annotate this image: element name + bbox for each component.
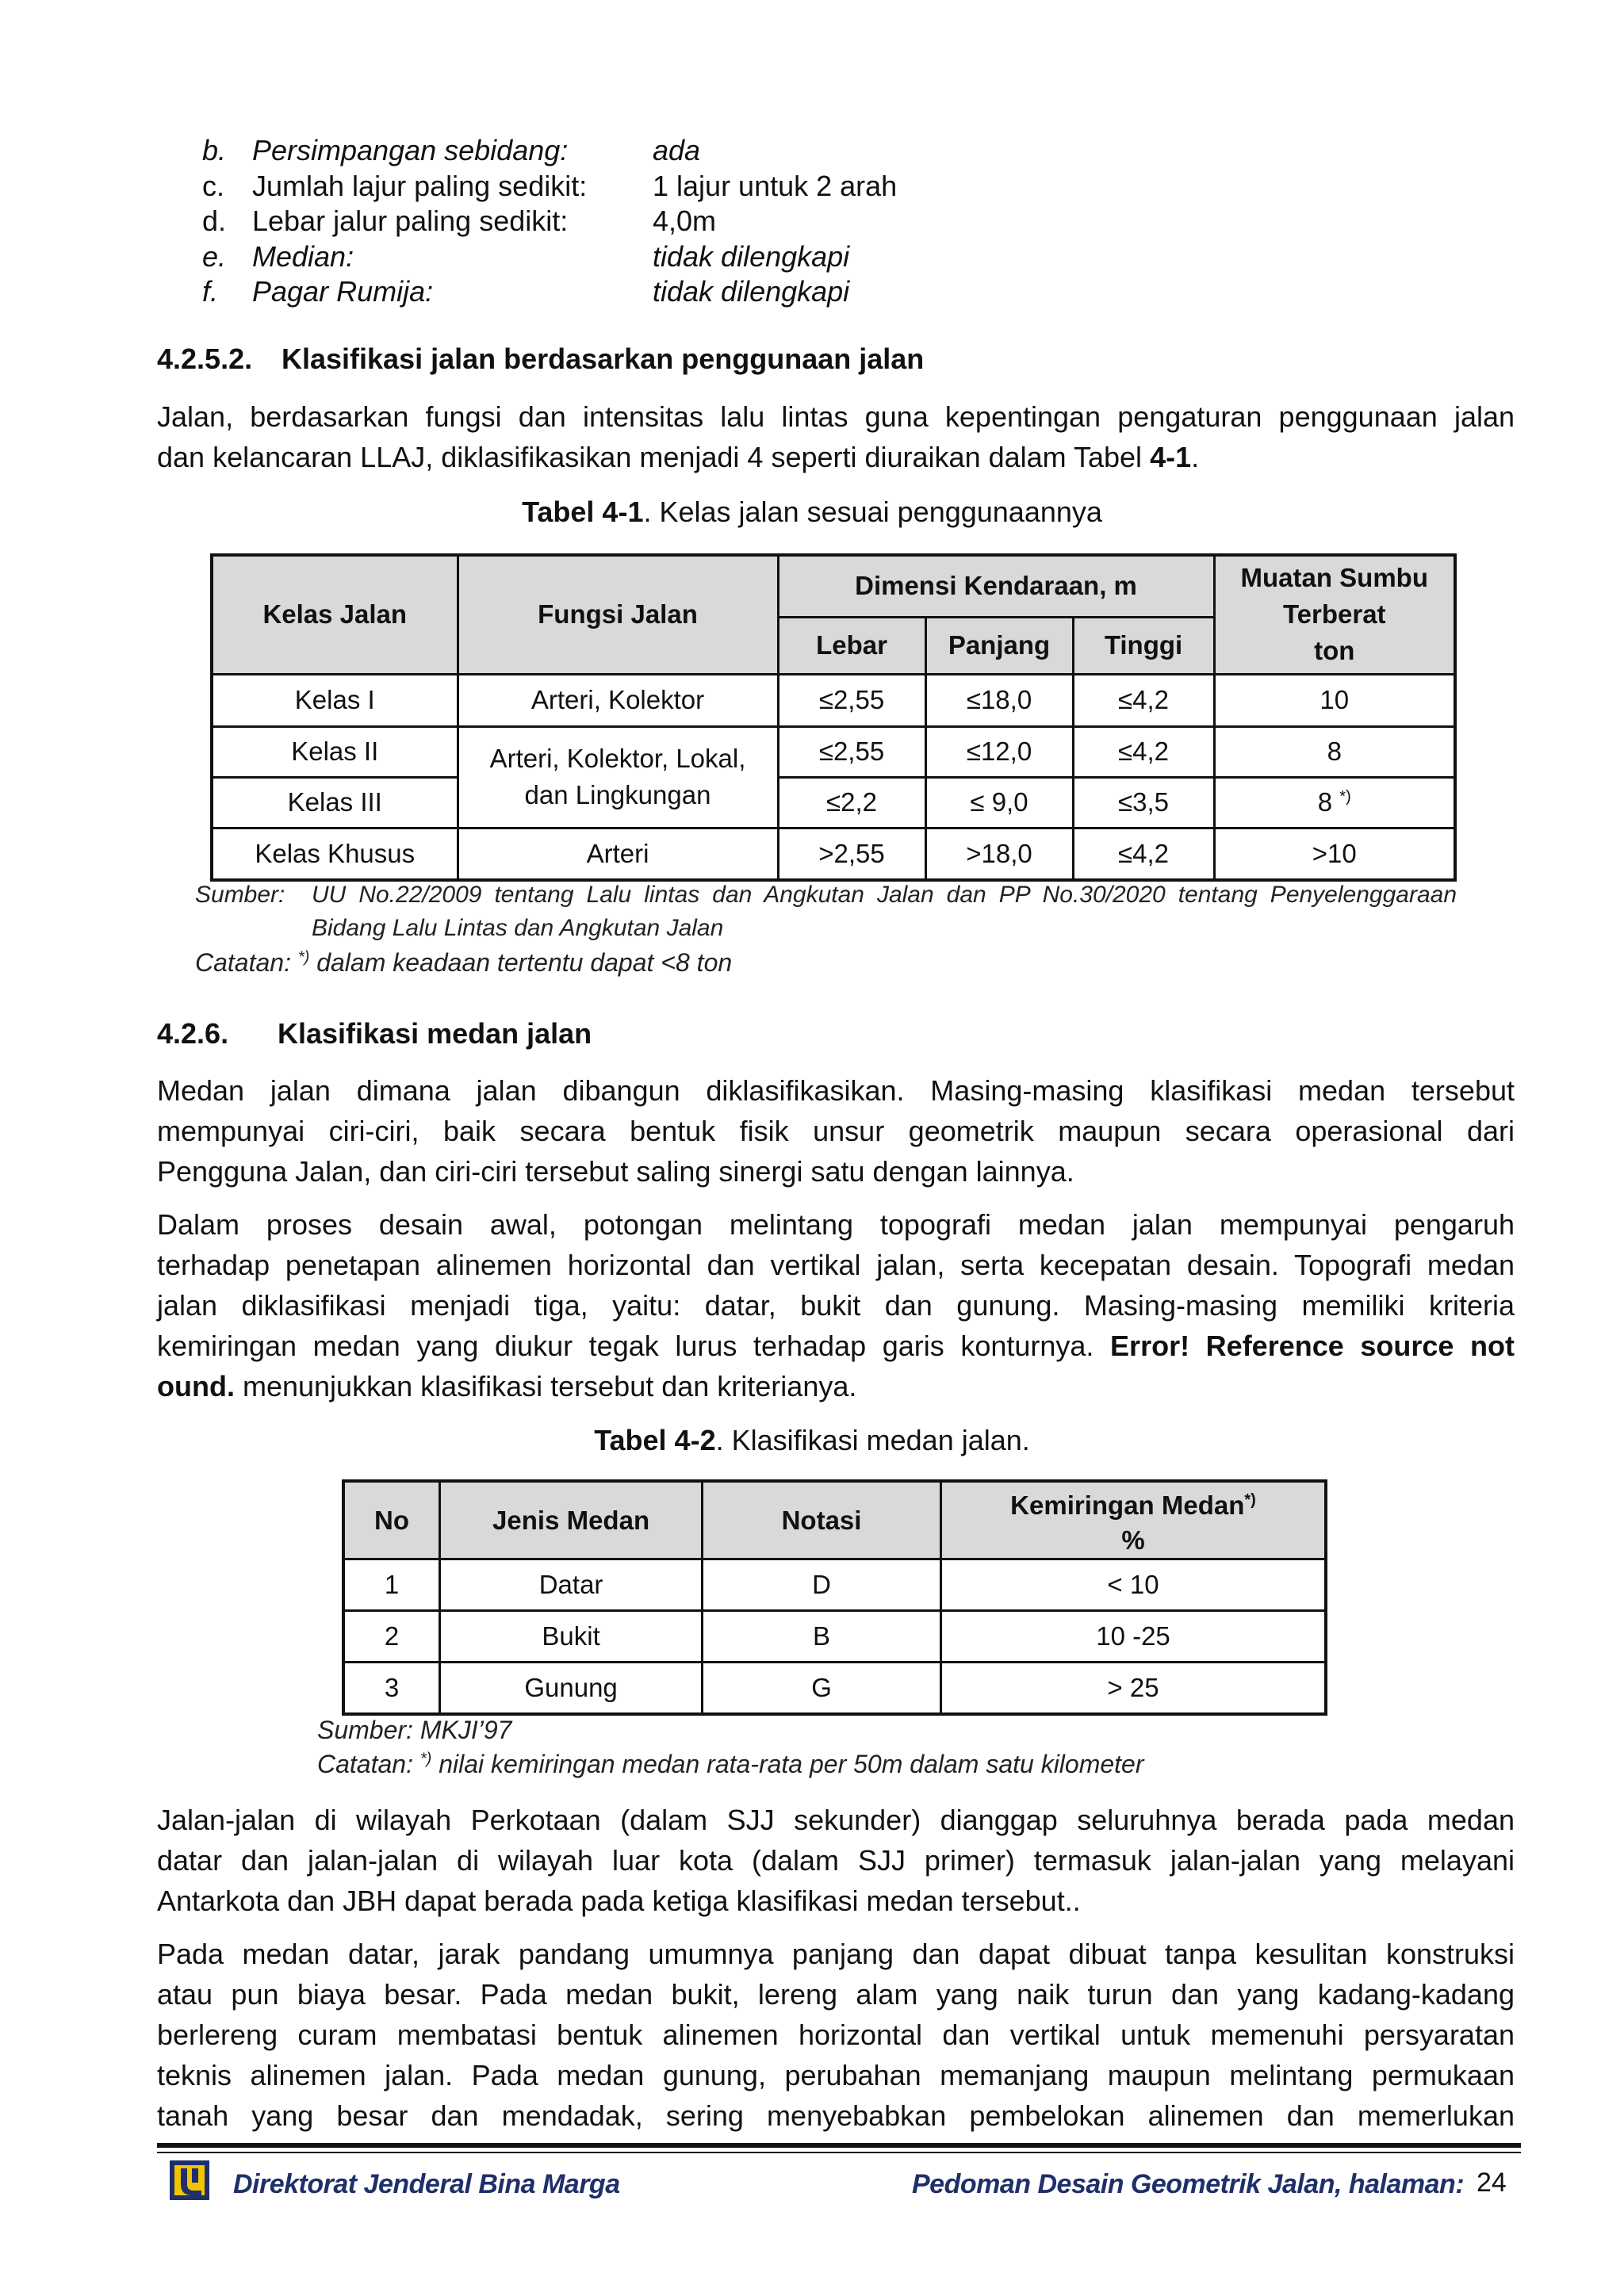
table-row: 3 Gunung G > 25 — [343, 1663, 1326, 1714]
table2-caption: Tabel 4-2. Klasifikasi medan jalan. — [594, 1424, 1030, 1456]
header-dimensi: Dimensi Kendaraan, m — [778, 555, 1214, 617]
header-fungsi: Fungsi Jalan — [458, 555, 778, 674]
header-lebar: Lebar — [778, 617, 925, 674]
paragraph-medan-4: Pada medan datar, jarak pandang umumnya panjang dan dapat dibuat tanpa kesulitan konstruksi atau pun biaya besar. Pada medan bukit, lereng alam yang naik turun dan yang kadang-kadang berlereng curam membatasi bentuk alinemen horizontal dan vertikal untuk memenuhi persyaratan teknis alinemen jalan. Pada medan gunung, perubahan memanjang maupun melintang permukaan tanah yang besar dan mendadak, sering menyebabkan pembelokan alinemen dan memerlukan — [157, 1938, 1515, 2132]
list-item: f. Pagar Rumija: tidak dilengkapi — [202, 275, 850, 308]
table-row: 1 Datar D < 10 — [343, 1559, 1326, 1611]
merged-fungsi-cell: Arteri, Kolektor, Lokal, dan Lingkungan — [458, 726, 778, 828]
table-medan-jalan — [342, 1479, 1327, 1716]
table-row: Kelas III ≤2,2 ≤ 9,0 ≤3,5 8 *) — [212, 777, 1455, 828]
table1-source-line2: Bidang Lalu Lintas dan Angkutan Jalan — [312, 915, 724, 941]
list-item: b. Persimpangan sebidang: ada — [202, 134, 701, 166]
header-kelas: Kelas Jalan — [212, 555, 458, 674]
table-row: Kelas II Arteri, Kolektor, Lokal, dan Lingkungan ≤2,55 ≤12,0 ≤4,2 8 — [212, 726, 1455, 777]
table-row: Kelas I Arteri, Kolektor ≤2,55 ≤18,0 ≤4,2 10 — [212, 674, 1455, 726]
paragraph-medan-1: Medan jalan dimana jalan dibangun diklasifikasikan. Masing-masing klasifikasi medan tersebut mempunyai ciri-ciri, baik secara bentuk fisik unsur geometrik maupun secara operasional dari Pengguna Jalan, dan ciri-ciri tersebut saling sinergi satu dengan lainnya. — [157, 1074, 1515, 1188]
footer-organization: Direktorat Jenderal Bina Marga — [233, 2169, 620, 2199]
list-item: e. Median: tidak dilengkapi — [202, 239, 850, 273]
header-panjang: Panjang — [925, 617, 1073, 674]
header-notasi: Notasi — [703, 1481, 941, 1559]
table1-note: Catatan: *) dalam keadaan tertentu dapat <8 ton — [195, 948, 733, 977]
footer-rule — [157, 2143, 1521, 2148]
table-row: Kelas Khusus Arteri >2,55 >18,0 ≤4,2 >10 — [212, 828, 1455, 880]
header-jenis: Jenis Medan — [440, 1481, 703, 1559]
table1-source-label: Sumber: — [195, 882, 285, 908]
bina-marga-logo-icon — [170, 2160, 209, 2200]
header-tinggi: Tinggi — [1073, 617, 1214, 674]
paragraph-medan-2: Dalam proses desain awal, potongan melintang topografi medan jalan mempunyai pengaruh terhadap penetapan alinemen horizontal dan vertikal jalan, serta kecepatan desain. Topografi medan jalan diklasifikasi menjadi tiga, yaitu: datar, bukit dan gunung. Masing-masing memiliki kriteria kemiringan medan yang diukur tegak lurus terhadap garis konturnya. Error! Reference source not ound. menunjukkan klasifikasi tersebut dan kriterianya. — [157, 1208, 1515, 1402]
footer-rule-thin — [157, 2152, 1521, 2153]
paragraph-4252: Jalan, berdasarkan fungsi dan intensitas lalu lintas guna kepentingan pengaturan penggunaan jalan dan kelancaran LLAJ, diklasifikasikan menjadi 4 seperti diuraikan dalam Tabel 4-1. — [157, 400, 1515, 473]
page-number: 24 — [1477, 2168, 1507, 2198]
table2-note: Catatan: *) nilai kemiringan medan rata-rata per 50m dalam satu kilometer — [317, 1750, 1144, 1778]
table2-source: Sumber: MKJI’97 — [317, 1716, 512, 1744]
header-muatan: Muatan Sumbu Terberat ton — [1214, 555, 1455, 674]
table-row: 2 Bukit B 10 -25 — [343, 1611, 1326, 1663]
table1-caption: Tabel 4-1. Kelas jalan sesuai penggunaannya — [522, 496, 1102, 528]
header-kemiringan: Kemiringan Medan*) % — [941, 1481, 1326, 1559]
list-item: c. Jumlah lajur paling sedikit: 1 lajur untuk 2 arah — [202, 169, 898, 202]
paragraph-medan-3: Jalan-jalan di wilayah Perkotaan (dalam SJJ sekunder) dianggap seluruhnya berada pada medan datar dan jalan-jalan di wilayah luar kota (dalam SJJ primer) termasuk jalan-jalan yang melayani Antarkota dan JBH dapat berada pada ketiga klasifikasi medan tersebut.. — [157, 1804, 1515, 1917]
footer-document-title: Pedoman Desain Geometrik Jalan, halaman: — [912, 2169, 1465, 2199]
table-kelas-jalan — [210, 553, 1457, 882]
section-heading-426: 4.2.6. Klasifikasi medan jalan — [157, 1017, 592, 1050]
section-heading-4252: 4.2.5.2. Klasifikasi jalan berdasarkan penggunaan jalan — [157, 342, 925, 375]
header-no: No — [343, 1481, 440, 1559]
table1-source-line1: UU No.22/2009 tentang Lalu lintas dan Angkutan Jalan dan PP No.30/2020 tentang Penyelenggaraan — [312, 882, 1457, 908]
requirements-list — [202, 133, 897, 310]
list-item: d. Lebar jalur paling sedikit: 4,0m — [202, 205, 717, 237]
